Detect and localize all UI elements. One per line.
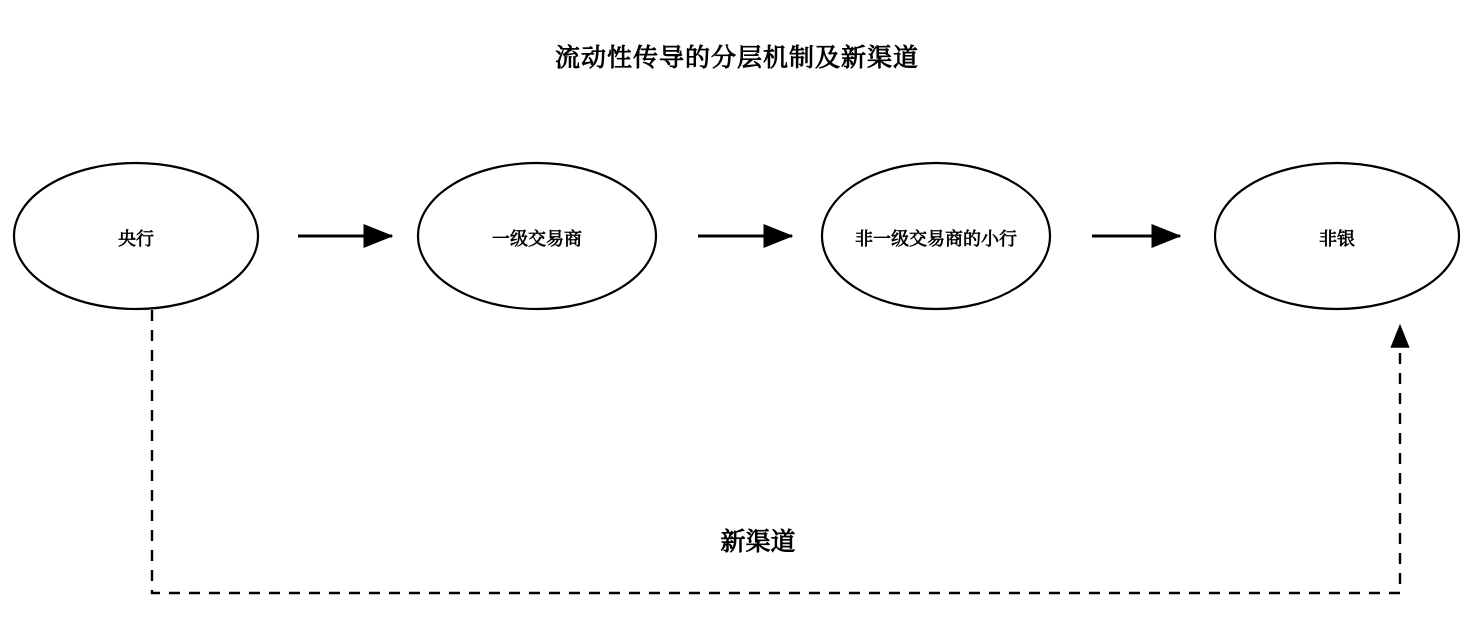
node-label-non-bank: 非银 [1319,229,1355,249]
edge-label-new-channel: 新渠道 [720,528,796,556]
node-small-bank[interactable] [822,163,1050,309]
node-label-small-bank: 非一级交易商的小行 [855,229,1017,249]
node-label-primary-dealer: 一级交易商 [492,229,582,249]
node-central-bank[interactable] [14,163,258,309]
node-label-central-bank: 央行 [118,229,154,249]
page-title: 流动性传导的分层机制及新渠道 [554,44,919,72]
node-primary-dealer[interactable] [418,163,656,309]
node-non-bank[interactable] [1215,163,1459,309]
